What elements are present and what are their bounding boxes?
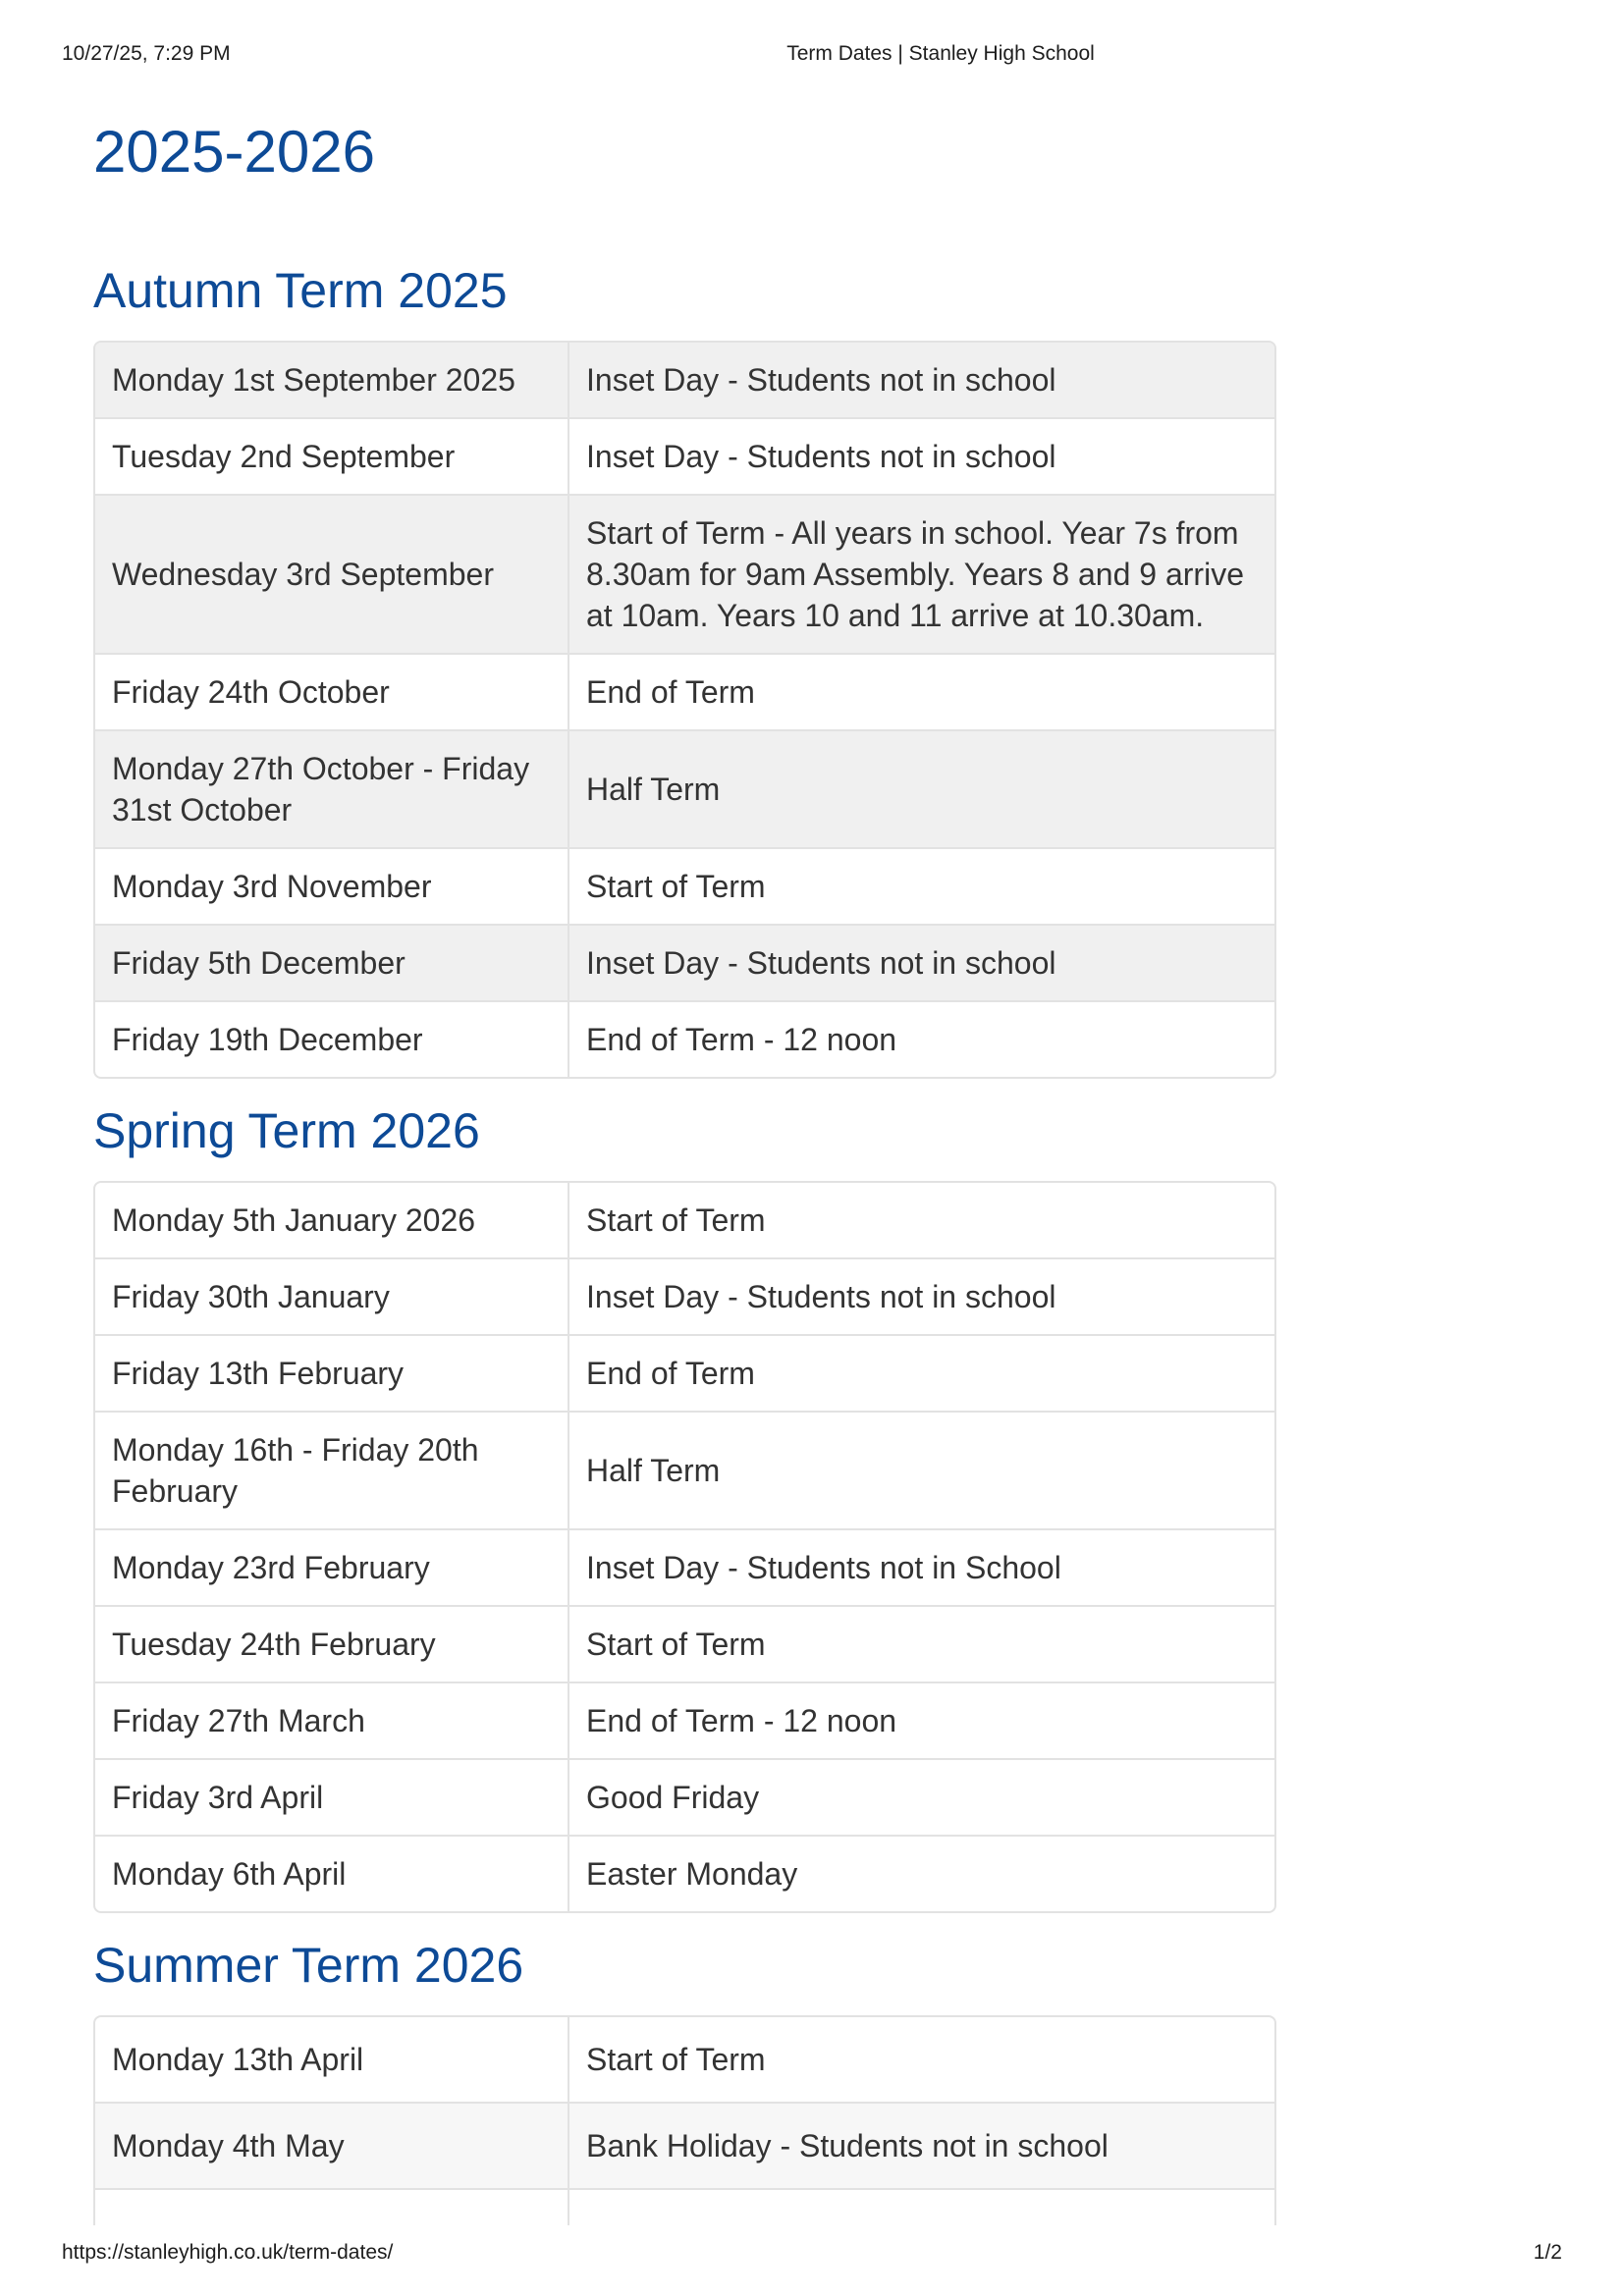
table-row xyxy=(95,1758,1274,1835)
table-row xyxy=(95,729,1274,847)
date-cell: Monday 23rd February xyxy=(95,1530,569,1605)
info-cell: Half Term xyxy=(586,772,721,807)
date-cell: Tuesday 2nd September xyxy=(95,419,569,494)
table-row xyxy=(95,653,1274,729)
info-cell: Start of Term xyxy=(586,869,766,904)
info-cell: Inset Day - Students not in school xyxy=(586,439,1056,474)
print-footer-page-indicator: 1/2 xyxy=(1533,2241,1562,2264)
table-row xyxy=(95,1835,1274,1911)
info-cell: End of Term xyxy=(586,1356,755,1391)
info-cell: Inset Day - Students not in school xyxy=(586,945,1056,981)
term-dates-table xyxy=(93,2015,1276,2225)
date-cell: Friday 30th January xyxy=(95,1259,569,1334)
date-cell: Monday 6th April xyxy=(95,1837,569,1911)
date-cell: Monday 1st September 2025 xyxy=(95,343,569,417)
table-row xyxy=(95,2102,1274,2188)
table-row xyxy=(95,1334,1274,1411)
info-cell: Start of Term xyxy=(586,2042,766,2077)
info-cell: Bank Holiday - Students not in school xyxy=(586,2128,1109,2163)
info-cell: End of Term xyxy=(586,674,755,710)
print-header-title: Term Dates | Stanley High School xyxy=(786,42,1095,65)
table-row xyxy=(95,1183,1274,1257)
info-cell: Half Term xyxy=(586,1453,721,1488)
date-cell: Friday 24th October xyxy=(95,655,569,729)
info-cell xyxy=(569,2190,1274,2225)
table-row xyxy=(95,1605,1274,1682)
info-cell: Inset Day - Students not in school xyxy=(586,362,1056,398)
section-heading: Spring Term 2026 xyxy=(93,1103,480,1158)
table-row xyxy=(95,1000,1274,1077)
date-cell: Friday 27th March xyxy=(95,1683,569,1758)
page-title: 2025-2026 xyxy=(93,119,375,185)
term-section xyxy=(93,262,1276,1079)
date-cell: Friday 13th February xyxy=(95,1336,569,1411)
info-cell: Good Friday xyxy=(586,1780,760,1815)
table-row xyxy=(95,494,1274,653)
info-cell: Start of Term - All years in school. Year 7s from 8.30am for 9am Assembly. Years 8 and 9 arrive at 10am. Years 10 and 11 arrive at 10.30am. xyxy=(586,515,1244,633)
date-cell: Monday 5th January 2026 xyxy=(95,1183,569,1257)
info-cell: Inset Day - Students not in School xyxy=(586,1550,1061,1585)
info-cell: Easter Monday xyxy=(586,1856,798,1892)
table-row xyxy=(95,847,1274,924)
section-heading: Summer Term 2026 xyxy=(93,1938,524,1993)
date-cell: Monday 4th May xyxy=(95,2104,569,2188)
date-cell: Wednesday 3rd September xyxy=(95,496,569,653)
table-row xyxy=(95,343,1274,417)
date-cell: Friday 5th December xyxy=(95,926,569,1000)
info-cell: End of Term - 12 noon xyxy=(586,1703,897,1738)
print-footer-url: https://stanleyhigh.co.uk/term-dates/ xyxy=(62,2241,394,2264)
date-cell: Monday 13th April xyxy=(95,2017,569,2102)
term-section xyxy=(93,1937,1276,2225)
table-row xyxy=(95,1528,1274,1605)
info-cell: Start of Term xyxy=(586,1202,766,1238)
term-dates-table xyxy=(93,341,1276,1079)
info-cell: Inset Day - Students not in school xyxy=(586,1279,1056,1314)
date-cell: Monday 16th - Friday 20th February xyxy=(95,1413,569,1528)
section-heading: Autumn Term 2025 xyxy=(93,263,508,318)
table-row xyxy=(95,1257,1274,1334)
table-row xyxy=(95,417,1274,494)
print-header-datetime: 10/27/25, 7:29 PM xyxy=(62,42,231,65)
date-cell: Tuesday 24th February xyxy=(95,1607,569,1682)
table-row xyxy=(95,924,1274,1000)
date-cell: Monday 27th October - Friday 31st October xyxy=(95,731,569,847)
date-cell xyxy=(95,2190,569,2225)
term-dates-table xyxy=(93,1181,1276,1913)
date-cell: Friday 3rd April xyxy=(95,1760,569,1835)
date-cell: Monday 3rd November xyxy=(95,849,569,924)
table-row xyxy=(95,1411,1274,1528)
table-row xyxy=(95,1682,1274,1758)
table-row xyxy=(95,2188,1274,2225)
term-sections xyxy=(93,262,1276,2225)
info-cell: Start of Term xyxy=(586,1627,766,1662)
date-cell: Friday 19th December xyxy=(95,1002,569,1077)
term-section xyxy=(93,1102,1276,1913)
info-cell: End of Term - 12 noon xyxy=(586,1022,897,1057)
table-row xyxy=(95,2017,1274,2102)
